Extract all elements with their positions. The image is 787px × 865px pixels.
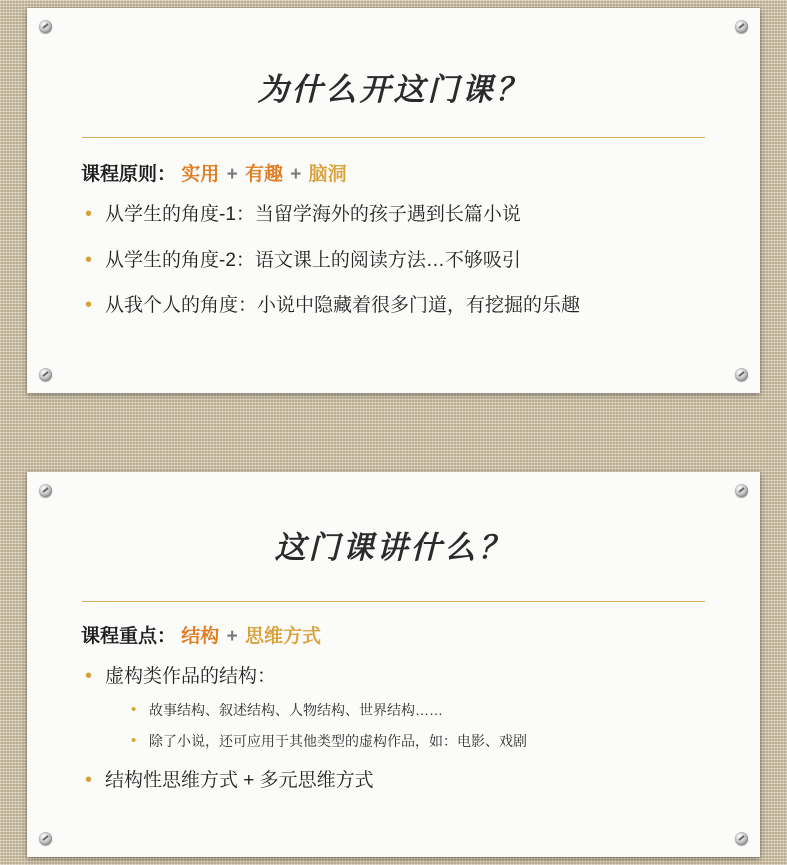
slide-2-body bbox=[27, 602, 760, 795]
screw-icon bbox=[39, 368, 52, 381]
list-item bbox=[79, 662, 708, 751]
slide-2 bbox=[27, 472, 760, 857]
slide-1 bbox=[27, 8, 760, 393]
principle-keyword-1: 实用 bbox=[181, 164, 220, 185]
principle-label: 课程原则： bbox=[81, 164, 177, 185]
principle-label: 课程重点： bbox=[81, 626, 177, 647]
principle-separator: + bbox=[226, 626, 238, 647]
slide-2-principle bbox=[81, 622, 708, 652]
slide-1-principle bbox=[81, 160, 708, 190]
slide-1-bullet-list bbox=[79, 200, 708, 320]
screw-icon bbox=[735, 484, 748, 497]
list-item: • 从我个人的角度：小说中隐藏着很多门道，有挖掘的乐趣 bbox=[79, 291, 708, 320]
screw-icon bbox=[735, 368, 748, 381]
list-item-label: 虚构类作品的结构： bbox=[105, 666, 277, 688]
principle-keyword-2: 有趣 bbox=[244, 164, 283, 185]
screw-icon bbox=[735, 20, 748, 33]
list-item: • 从学生的角度-1：当留学海外的孩子遇到长篇小说 bbox=[79, 200, 708, 229]
sub-list-item: • 除了小说，还可应用于其他类型的虚构作品，如：电影、戏剧 bbox=[129, 731, 708, 752]
sub-list-item: • 故事结构、叙述结构、人物结构、世界结构…… bbox=[129, 700, 708, 721]
list-item: • 从学生的角度-2：语文课上的阅读方法…不够吸引 bbox=[79, 246, 708, 275]
slide-1-body bbox=[27, 138, 760, 321]
principle-keyword-3: 脑洞 bbox=[308, 164, 347, 185]
principle-separator: + bbox=[226, 164, 238, 185]
screw-icon bbox=[735, 832, 748, 845]
slide-2-bullet-list bbox=[79, 662, 708, 795]
principle-keyword-1: 结构 bbox=[181, 626, 220, 647]
slide-1-title: 为什么开这门课？ bbox=[257, 72, 530, 108]
screw-icon bbox=[39, 20, 52, 33]
principle-separator: + bbox=[290, 164, 302, 185]
screw-icon bbox=[39, 484, 52, 497]
screw-icon bbox=[39, 832, 52, 845]
slide-2-sub-bullet-list bbox=[105, 700, 708, 752]
list-item: • 结构性思维方式 + 多元思维方式 bbox=[79, 766, 708, 795]
slide-2-title: 这门课讲什么？ bbox=[274, 530, 513, 566]
principle-keyword-2: 思维方式 bbox=[244, 626, 321, 647]
